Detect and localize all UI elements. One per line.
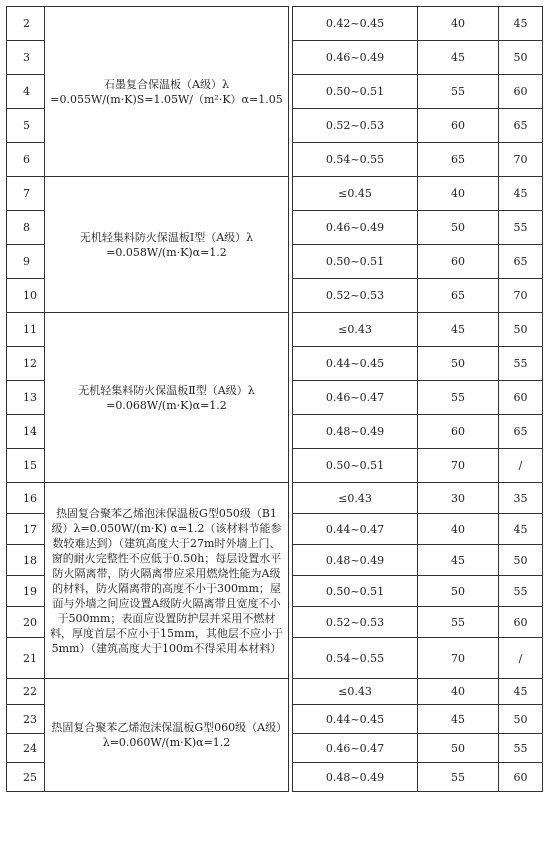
material-text: 热固复合聚苯乙烯泡沫保温板G型050级（B1级）λ=0.050W/(m·K) α=1.2（该材料节能参数较难达到）（建筑高度大于27m时外墙上门、窗的耐火完整性不应低于0.50h；每层设置水平防火隔离带，防火隔离带应采用燃烧性能为A级的材料，防火隔离带的高度不小于300mm；屋面与外墙之间应设置A级防火隔离带且宽度不小于500mm；表面应设置防护层并采用不燃材料，厚度首层不应小于15mm，其他层不应小于5mm）（建筑高度大于100m不得采用本材料） [50,506,283,655]
row-number: 21 [7,638,45,679]
heat-transfer-range: 0.44~0.45 [293,347,418,381]
material-text: 热固复合聚苯乙烯泡沫保温板G型060级（A级）λ=0.060W/(m·K)α=1.2 [51,721,282,749]
heat-transfer-range: 0.46~0.47 [293,381,418,415]
row-number: 25 [7,763,45,792]
thickness-value-b: / [499,638,543,679]
heat-transfer-range: ≤0.43 [293,679,418,705]
thickness-value-b: 55 [499,734,543,763]
thickness-value-a: 60 [418,109,499,143]
thickness-value-b: 55 [499,576,543,607]
thickness-value-a: 40 [418,679,499,705]
row-number: 11 [7,313,45,347]
thickness-value-b: 55 [499,347,543,381]
heat-transfer-range: 0.48~0.49 [293,415,418,449]
heat-transfer-range: 0.54~0.55 [293,638,418,679]
heat-transfer-range: 0.50~0.51 [293,449,418,483]
thickness-value-a: 60 [418,415,499,449]
row-number: 18 [7,545,45,576]
row-number: 22 [7,679,45,705]
row-number: 6 [7,143,45,177]
material-text: 无机轻集料防火保温板Ⅱ型（A级）λ =0.068W/(m·K)α=1.2 [78,383,255,412]
material-description [45,177,289,313]
heat-transfer-range: 0.46~0.49 [293,211,418,245]
thickness-value-a: 50 [418,211,499,245]
heat-transfer-range: 0.50~0.51 [293,576,418,607]
thickness-value-a: 45 [418,313,499,347]
heat-transfer-range: 0.44~0.47 [293,514,418,545]
thickness-value-a: 55 [418,607,499,638]
table-row [7,177,543,211]
row-number: 14 [7,415,45,449]
thickness-value-b: 65 [499,415,543,449]
heat-transfer-range: ≤0.43 [293,313,418,347]
row-number: 23 [7,705,45,734]
heat-transfer-range: 0.46~0.49 [293,41,418,75]
material-text: 无机轻集料防火保温板Ⅰ型（A级）λ =0.058W/(m·K)α=1.2 [79,230,254,259]
row-number: 2 [7,7,45,41]
heat-transfer-range: 0.44~0.45 [293,705,418,734]
thickness-value-b: 45 [499,177,543,211]
thickness-value-a: 30 [418,483,499,514]
heat-transfer-range: 0.48~0.49 [293,545,418,576]
row-number: 16 [7,483,45,514]
table-row [7,313,543,347]
heat-transfer-range: ≤0.45 [293,177,418,211]
row-number: 10 [7,279,45,313]
thickness-value-a: 45 [418,545,499,576]
row-number: 3 [7,41,45,75]
table-row [7,483,543,514]
row-number: 17 [7,514,45,545]
thickness-value-a: 40 [418,514,499,545]
heat-transfer-range: 0.50~0.51 [293,245,418,279]
thickness-value-b: 55 [499,211,543,245]
thickness-value-b: 65 [499,245,543,279]
row-number: 12 [7,347,45,381]
thickness-value-a: 55 [418,763,499,792]
thickness-value-b: 50 [499,313,543,347]
thickness-value-a: 70 [418,449,499,483]
thickness-value-b: / [499,449,543,483]
thickness-value-b: 50 [499,41,543,75]
row-number: 24 [7,734,45,763]
thickness-value-b: 50 [499,545,543,576]
thickness-value-a: 50 [418,734,499,763]
heat-transfer-range: 0.50~0.51 [293,75,418,109]
material-description [45,7,289,177]
thickness-value-b: 35 [499,483,543,514]
insulation-spec-table [6,6,543,792]
thickness-value-b: 60 [499,763,543,792]
material-description [45,679,289,792]
row-number: 4 [7,75,45,109]
thickness-value-a: 50 [418,576,499,607]
row-number: 8 [7,211,45,245]
thickness-value-a: 60 [418,245,499,279]
thickness-value-b: 45 [499,679,543,705]
heat-transfer-range: 0.46~0.47 [293,734,418,763]
table-row [7,679,543,705]
thickness-value-a: 55 [418,381,499,415]
row-number: 19 [7,576,45,607]
row-number: 5 [7,109,45,143]
thickness-value-b: 65 [499,109,543,143]
thickness-value-b: 60 [499,75,543,109]
heat-transfer-range: 0.54~0.55 [293,143,418,177]
material-description [45,483,289,679]
thickness-value-a: 55 [418,75,499,109]
thickness-value-a: 70 [418,638,499,679]
thickness-value-b: 45 [499,514,543,545]
material-text: 石墨复合保温板（A级）λ =0.055W/(m·K)S=1.05W/（m²·K）α=1.05 [50,77,283,106]
row-number: 20 [7,607,45,638]
row-number: 7 [7,177,45,211]
heat-transfer-range: ≤0.43 [293,483,418,514]
thickness-value-b: 60 [499,381,543,415]
thickness-value-b: 45 [499,7,543,41]
heat-transfer-range: 0.48~0.49 [293,763,418,792]
heat-transfer-range: 0.52~0.53 [293,607,418,638]
row-number: 13 [7,381,45,415]
row-number: 15 [7,449,45,483]
thickness-value-a: 40 [418,177,499,211]
thickness-value-b: 50 [499,705,543,734]
thickness-value-a: 50 [418,347,499,381]
row-number: 9 [7,245,45,279]
thickness-value-b: 70 [499,143,543,177]
thickness-value-a: 45 [418,41,499,75]
thickness-value-a: 40 [418,7,499,41]
thickness-value-a: 65 [418,279,499,313]
material-description [45,313,289,483]
heat-transfer-range: 0.52~0.53 [293,279,418,313]
thickness-value-a: 65 [418,143,499,177]
thickness-value-b: 70 [499,279,543,313]
thickness-value-b: 60 [499,607,543,638]
table-row [7,7,543,41]
heat-transfer-range: 0.42~0.45 [293,7,418,41]
thickness-value-a: 45 [418,705,499,734]
heat-transfer-range: 0.52~0.53 [293,109,418,143]
